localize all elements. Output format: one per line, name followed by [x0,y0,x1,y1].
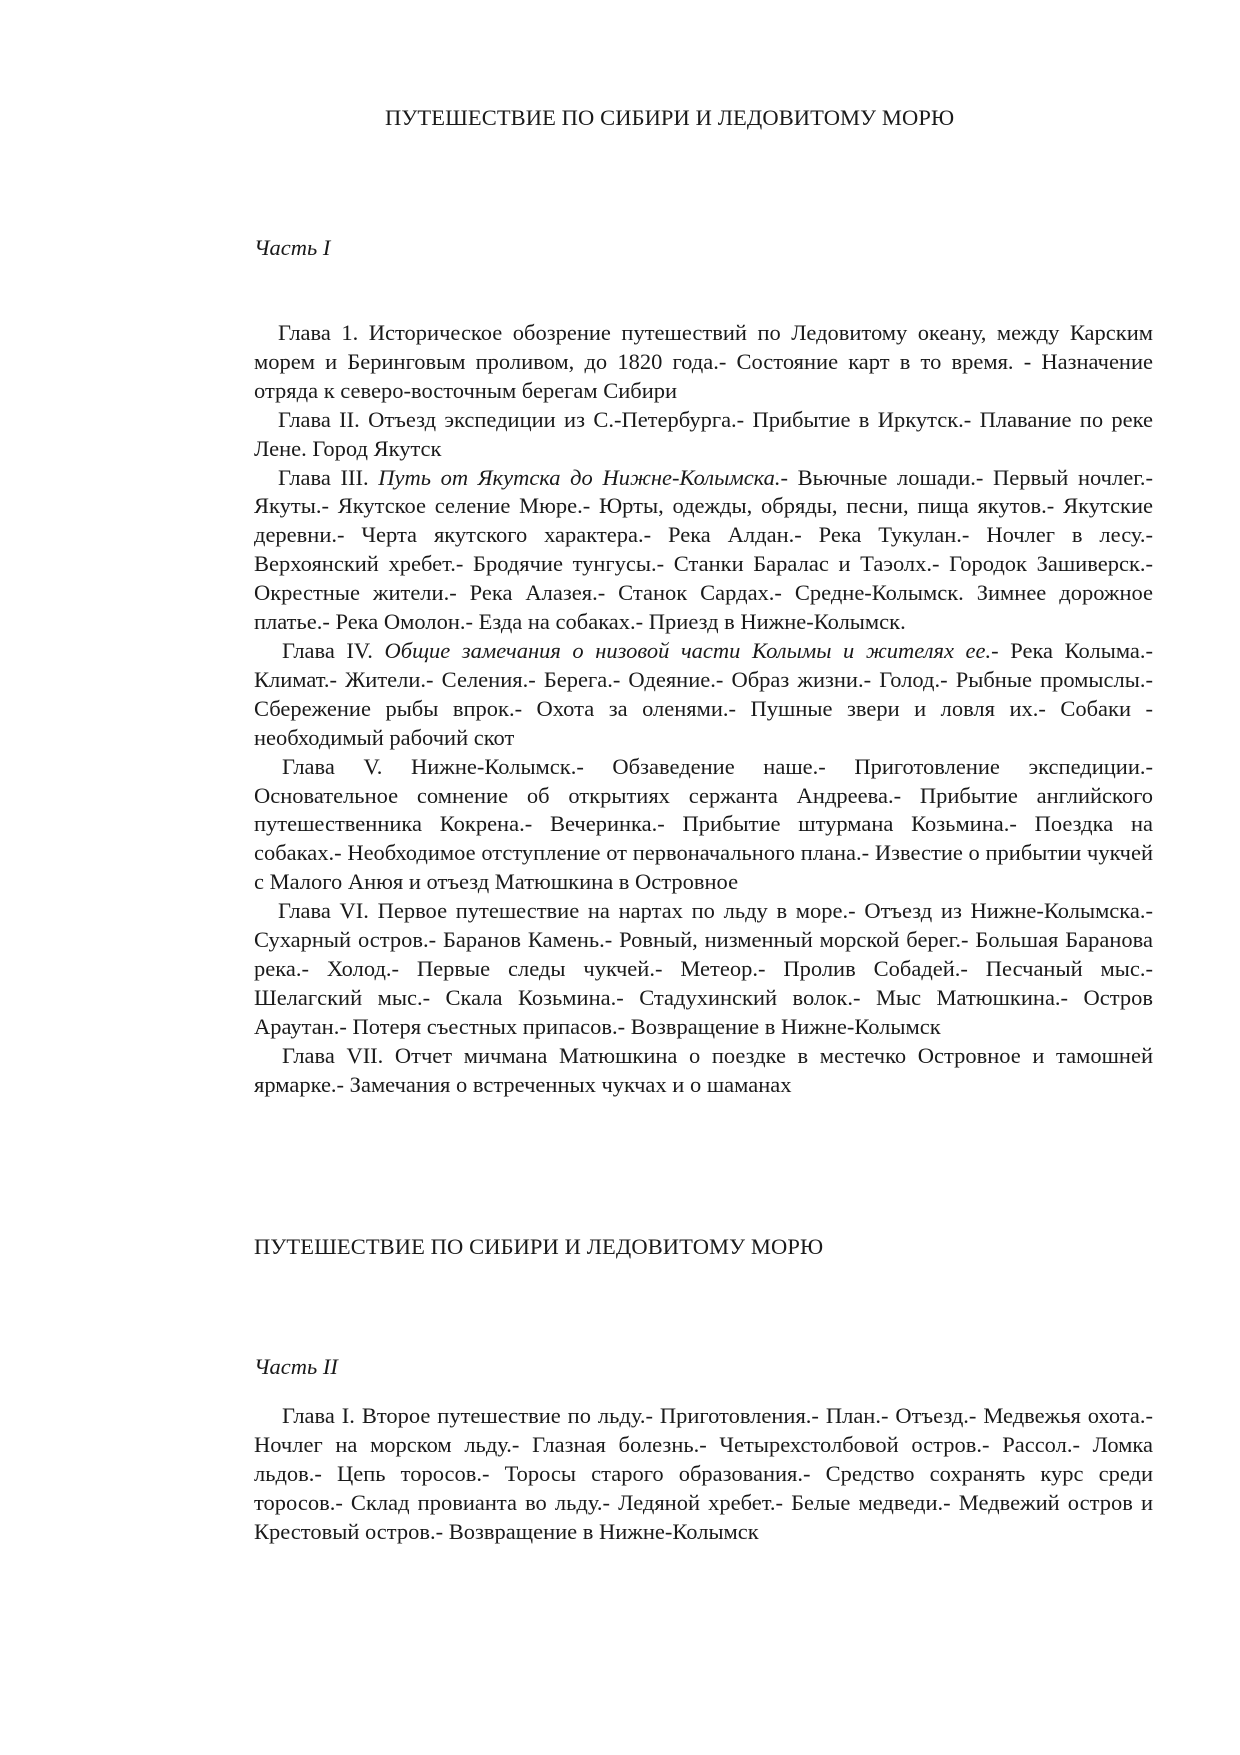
chapter-text: Глава I. Второе путешествие по льду.- Приготовления.- План.- Отъезд.- Медвежья охота.- Ночлег на морском льду.- Глазная болезнь.- Четырехстолбовой остров.- Рассол.- Ломка льдов.- Цепь торосов.- Торосы старого образования.- Средство сохранять курс среди торосов.- Склад провианта во льду.- Ледяной хребет.- Белые медведи.- Медвежий остров и Крестовый остров.- Возвращение в Нижне-Колымск [254,1403,1153,1544]
chapter-text: Глава VI. Первое путешествие на нартах по льду в море.- Отъезд из Нижне-Колымска.- Сухарный остров.- Баранов Камень.- Ровный, низменный морской берег.- Большая Баранова река.- Холод.- Первые следы чукчей.- Метеор.- Пролив Собадей.- Песчаный мыс.- Шелагский мыс.- Скала Козьмина.- Стадухинский волок.- Мыс Матюшкина.- Остров Араутан.- Потеря съестных припасов.- Возвращение в Нижне-Колымск [254,898,1153,1039]
chapter-title-italic: Путь от Якутска до Нижне-Колымска. [378,464,781,490]
chapter-entry [254,1402,1153,1547]
chapter-entry [254,637,1153,753]
chapter-entry [254,897,1153,1042]
chapter-list [254,319,1153,1099]
chapter-entry [254,753,1153,898]
part-heading: Часть II [254,1354,338,1379]
chapter-entry [254,319,1153,406]
chapter-entry [254,1042,1153,1100]
chapter-title-italic: Общие замечания о низовой части Колымы и жителях ее. [384,637,992,663]
book-title: ПУТЕШЕСТВИЕ ПО СИБИРИ И ЛЕДОВИТОМУ МОРЮ [254,1234,824,1259]
chapter-text: Глава III. [278,464,379,490]
chapter-text: - Вьючные лошади.- Первый ночлег.- Якуты.- Якутское селение Мюре.- Юрты, одежды, обряды, песни, пища якутов.- Якутские деревни.- Черта якутского характера.- Река Алдан.- Река Тукулан.- Ночлег в лесу.- Верхоянский хребет.- Бродячие тунгусы.- Станки Баралас и Таэолх.- Городок Зашиверск.- Окрестные жители.- Река Алазея.- Станок Сардах.- Средне-Колымск. Зимнее дорожное платье.- Река Омолон.- Езда на собаках.- Приезд в Нижне-Колымск. [254,464,1154,635]
chapter-text: Глава IV. [282,637,385,663]
part-heading: Часть I [254,235,331,260]
chapter-text: - Река Колыма.- Климат.- Жители.- Селения.- Берега.- Одеяние.- Образ жизни.- Голод.- Рыбные промыслы.- Сбережение рыбы впрок.- Охота за оленями.- Пушные звери и ловля их.- Собаки - необходимый рабочий скот [254,637,1154,750]
chapter-text: Глава II. Отъезд экспедиции из С.-Петербурга.- Прибытие в Иркутск.- Плавание по реке Лене. Город Якутск [254,406,1153,461]
chapter-entry [254,406,1153,464]
chapter-entry [254,464,1153,637]
chapter-text: Глава 1. Историческое обозрение путешествий по Ледовитому океану, между Карским морем и Беринговым проливом, до 1820 года.- Состояние карт в то время. - Назначение отряда к северо-восточным берегам Сибири [254,320,1153,403]
chapter-text: Глава VII. Отчет мичмана Матюшкина о поездке в местечко Островное и тамошней ярмарке.- Замечания о встреченных чукчах и о шаманах [254,1042,1153,1097]
chapter-text: Глава V. Нижне-Колымск.- Обзаведение наше.- Приготовление экспедиции.- Основательное сомнение об открытиях сержанта Андреева.- Прибытие английского путешественника Кокрена.- Вечеринка.- Прибытие штурмана Козьмина.- Поездка на собаках.- Необходимое отступление от первоначального плана.- Известие о прибытии чукчей с Малого Анюя и отъезд Матюшкина в Островное [254,753,1153,895]
chapter-list [254,1402,1153,1547]
book-title: ПУТЕШЕСТВИЕ ПО СИБИРИ И ЛЕДОВИТОМУ МОРЮ [385,105,955,130]
